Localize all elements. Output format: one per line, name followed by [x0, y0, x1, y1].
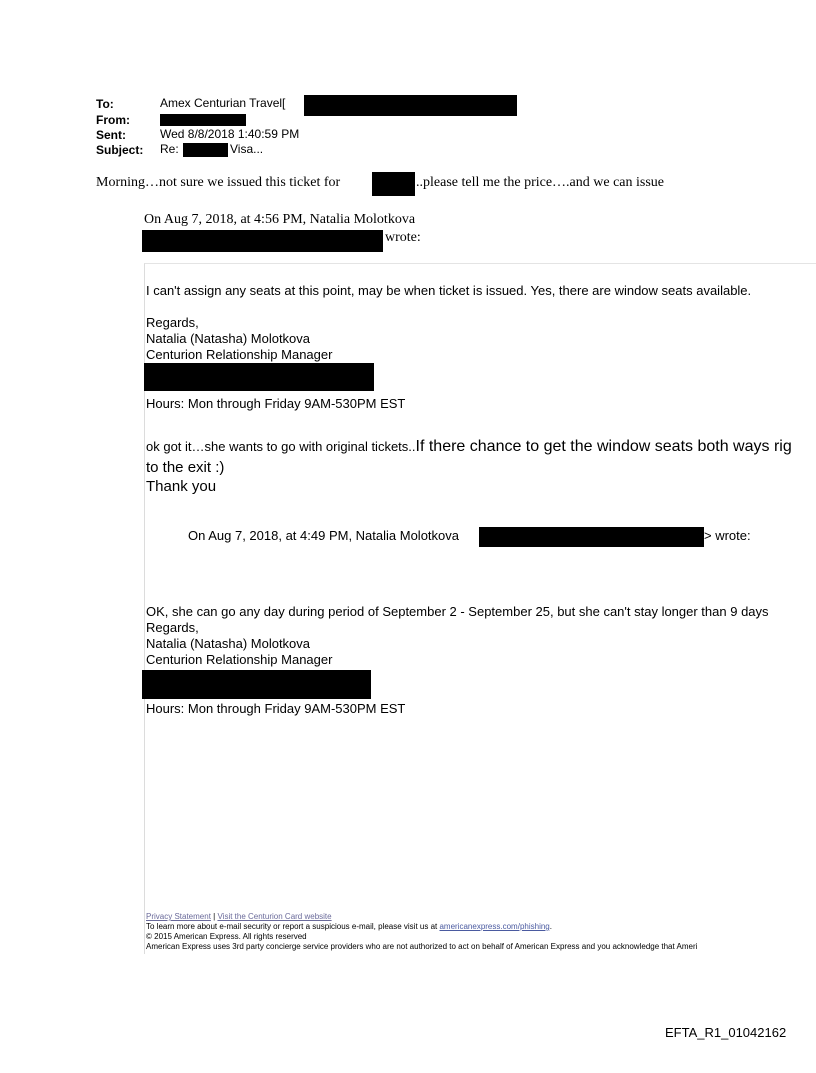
- signature-name: Natalia (Natasha) Molotkova: [146, 636, 311, 651]
- body-text-continued: ..please tell me the price….and we can issue: [416, 175, 665, 190]
- signature-title: Centurion Relationship Manager: [146, 652, 333, 667]
- signature-name: Natalia (Natasha) Molotkova: [146, 331, 311, 346]
- to-value: Amex Centurian Travel[: [160, 96, 286, 110]
- footer-disclaimer: American Express uses 3rd party concierge service providers who are not authorized to act on behalf of American Express and you acknowledge that Ameri: [146, 942, 698, 951]
- quote-attribution-wrote: > wrote:: [704, 528, 751, 543]
- signature-hours: Hours: Mon through Friday 9AM-530PM EST: [146, 396, 406, 411]
- reply-line-2: to the exit :): [146, 459, 225, 476]
- sent-value: Wed 8/8/2018 1:40:59 PM: [160, 127, 300, 141]
- security-text: To learn more about e-mail security or report a suspicious e-mail, please visit us at: [146, 922, 438, 931]
- reply-line: [146, 438, 792, 456]
- reply-text-small: ok got it…she wants to go with original tickets..: [146, 439, 416, 454]
- redaction-block: [479, 527, 704, 547]
- document-id: EFTA_R1_01042162: [665, 1025, 787, 1040]
- subject-label: Subject:: [96, 143, 144, 157]
- signature-regards: Regards,: [146, 315, 199, 330]
- signature-regards: Regards,: [146, 620, 199, 635]
- privacy-statement-link[interactable]: Privacy Statement: [146, 912, 211, 921]
- centurion-website-link[interactable]: Visit the Centurion Card website: [217, 912, 332, 921]
- signature-hours: Hours: Mon through Friday 9AM-530PM EST: [146, 701, 406, 716]
- sent-label: Sent:: [96, 128, 126, 142]
- footer-copyright: © 2015 American Express. All rights reserved: [146, 932, 307, 941]
- footer-security-line: [146, 922, 552, 931]
- signature-title: Centurion Relationship Manager: [146, 347, 333, 362]
- redaction-block: [142, 230, 383, 252]
- reply-line-3: Thank you: [146, 478, 217, 495]
- message-text: OK, she can go any day during period of September 2 - September 25, but she can't stay longer than 9 days: [146, 604, 769, 619]
- footer-links: [146, 912, 332, 921]
- period: .: [549, 922, 552, 931]
- redaction-block: [183, 143, 228, 157]
- quote-attribution-wrote: wrote:: [385, 230, 421, 245]
- redaction-block: [160, 114, 246, 126]
- redaction-block: [144, 363, 374, 391]
- quote-attribution: On Aug 7, 2018, at 4:56 PM, Natalia Molotkova: [144, 212, 416, 227]
- redaction-block: [304, 95, 517, 116]
- subject-suffix: Visa...: [230, 142, 264, 156]
- phishing-link[interactable]: americanexpress.com/phishing: [439, 922, 550, 931]
- quote-attribution: On Aug 7, 2018, at 4:49 PM, Natalia Molotkova: [188, 528, 459, 543]
- link-separator: |: [213, 912, 216, 921]
- reply-text-large: If there chance to get the window seats both ways rig: [415, 438, 792, 455]
- subject-prefix: Re:: [160, 142, 179, 156]
- message-text: I can't assign any seats at this point, may be when ticket is issued. Yes, there are window seats available.: [146, 283, 752, 298]
- to-label: To:: [96, 97, 114, 111]
- from-label: From:: [96, 113, 130, 127]
- redaction-block: [142, 670, 371, 699]
- body-text: Morning…not sure we issued this ticket for: [96, 175, 341, 190]
- redaction-block: [372, 172, 415, 196]
